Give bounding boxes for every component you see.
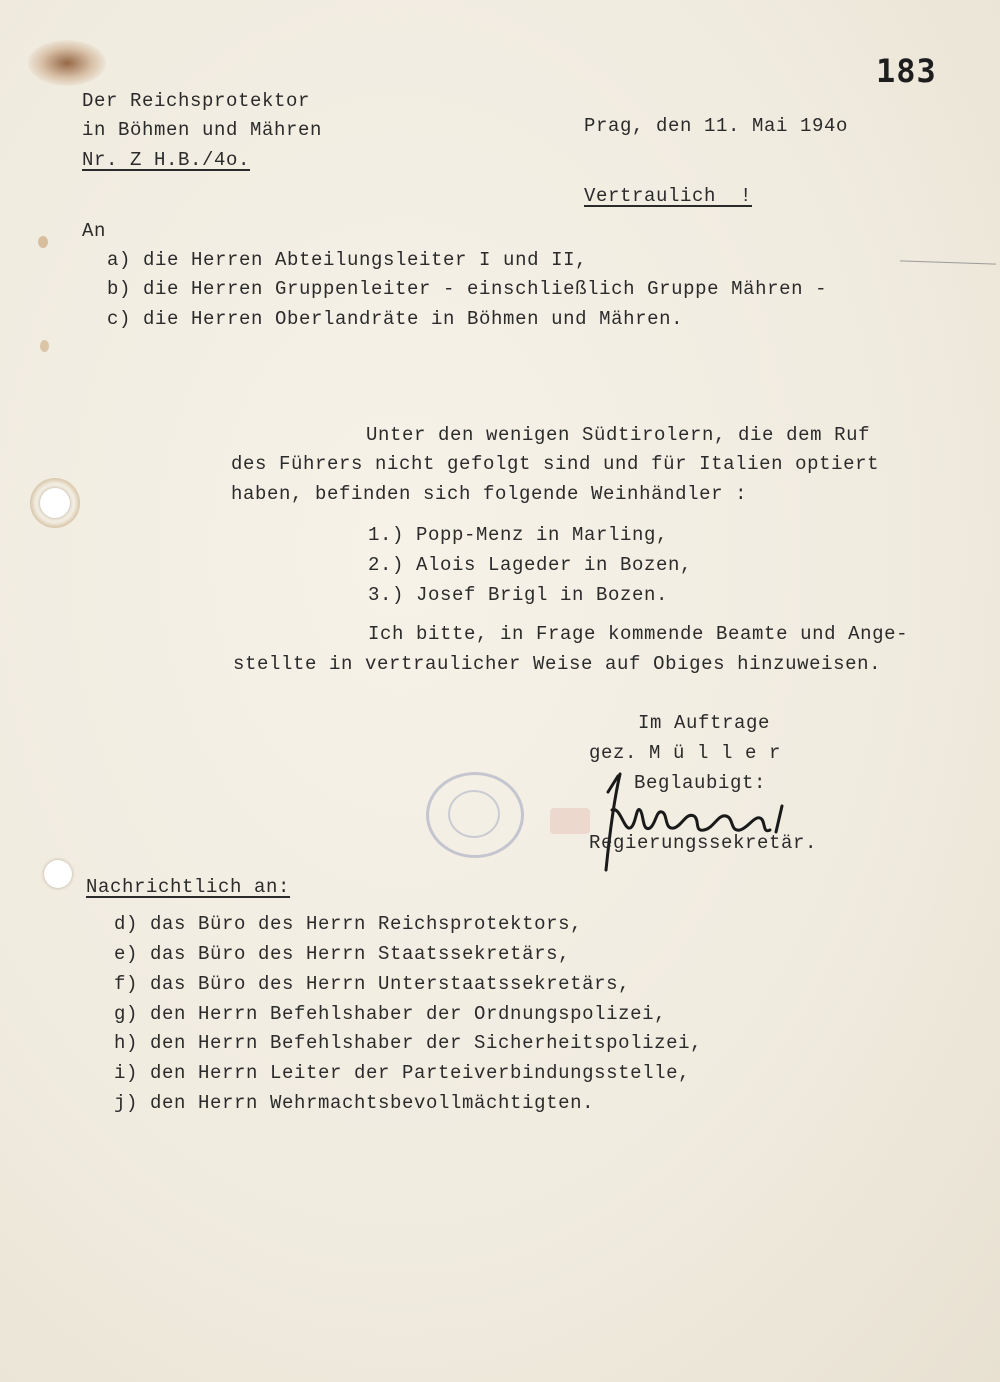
body-paragraph-1-line: des Führers nicht gefolgt sind und für Italien optiert: [231, 453, 880, 475]
page-number: 183: [876, 52, 937, 90]
cc-item: f) das Büro des Herrn Unterstaatssekretärs,: [114, 973, 631, 995]
rust-stain-top-left: [28, 40, 106, 86]
stain-around-hole: [30, 478, 80, 528]
cc-item: e) das Büro des Herrn Staatssekretärs,: [114, 943, 571, 965]
recipient-item: b) die Herren Gruppenleiter - einschließlich Gruppe Mähren -: [107, 278, 828, 300]
cc-item: h) den Herrn Befehlshaber der Sicherheitspolizei,: [114, 1032, 703, 1054]
signature-in-order: Im Auftrage: [638, 712, 771, 734]
recipients-intro: An: [82, 220, 107, 242]
body-paragraph-2-line: stellte in vertraulicher Weise auf Obiges hinzuweisen.: [233, 653, 882, 675]
classification-label: Vertraulich !: [584, 185, 753, 207]
body-paragraph-1-line: Unter den wenigen Südtirolern, die dem Ruf: [366, 424, 871, 446]
sender-line-2: in Böhmen und Mähren: [82, 119, 323, 141]
cc-item: d) das Büro des Herrn Reichsprotektors,: [114, 913, 583, 935]
cc-heading: Nachrichtlich an:: [86, 876, 291, 898]
recipient-item: a) die Herren Abteilungsleiter I und II,: [107, 249, 588, 271]
cc-item: g) den Herrn Befehlshaber der Ordnungspolizei,: [114, 1003, 667, 1025]
merchant-list-item: 1.) Popp-Menz in Marling,: [368, 524, 669, 546]
official-seal-inner: [448, 790, 500, 838]
recipient-item: c) die Herren Oberlandräte in Böhmen und Mähren.: [107, 308, 684, 330]
signature-name: gez. M ü l l e r: [589, 742, 782, 764]
handwritten-signature: [590, 770, 810, 880]
signatory-title: Regierungssekretär.: [589, 832, 818, 854]
body-paragraph-2-line: Ich bitte, in Frage kommende Beamte und Ange-: [368, 623, 909, 645]
small-stain: [38, 236, 48, 248]
certified-label: Beglaubigt:: [634, 772, 767, 794]
pencil-line: [900, 260, 996, 264]
cc-item: j) den Herrn Wehrmachtsbevollmächtigten.: [114, 1092, 595, 1114]
merchant-list-item: 2.) Alois Lageder in Bozen,: [368, 554, 693, 576]
red-stamp-mark: [550, 808, 590, 834]
reference-number: Nr. Z H.B./4o.: [82, 149, 251, 171]
small-stain: [40, 340, 49, 352]
merchant-list-item: 3.) Josef Brigl in Bozen.: [368, 584, 669, 606]
cc-item: i) den Herrn Leiter der Parteiverbindungsstelle,: [114, 1062, 691, 1084]
body-paragraph-1-line: haben, befinden sich folgende Weinhändler :: [231, 483, 748, 505]
place-date: Prag, den 11. Mai 194o: [584, 115, 849, 137]
punch-hole-lower: [44, 860, 72, 888]
sender-line-1: Der Reichsprotektor: [82, 90, 311, 112]
